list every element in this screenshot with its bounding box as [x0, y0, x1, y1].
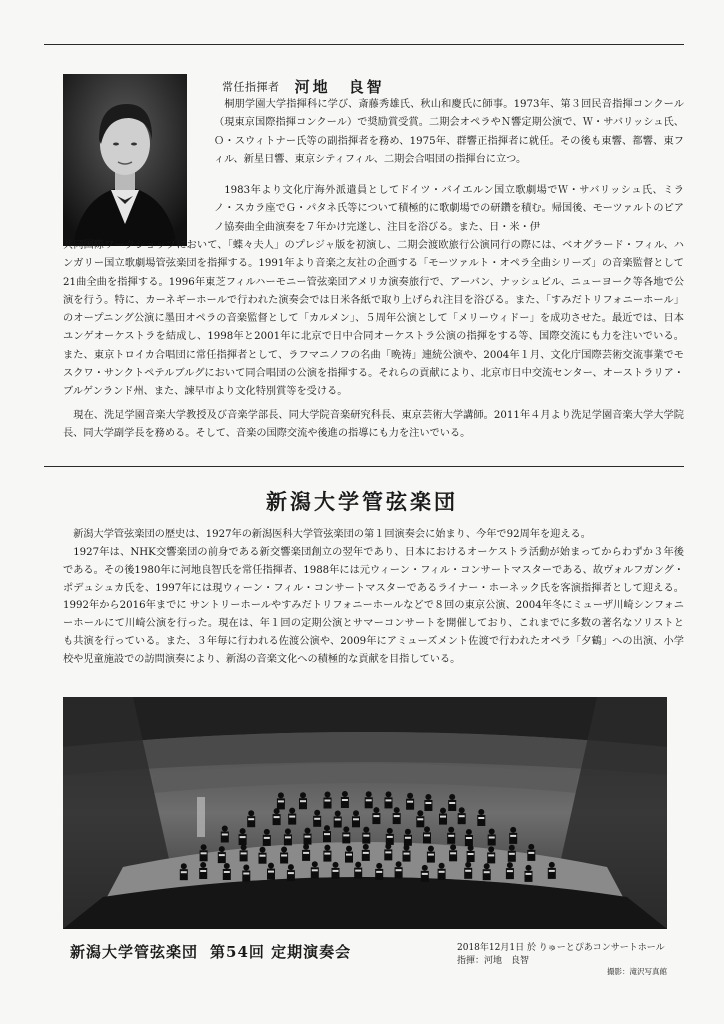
musician-silhouette: [449, 794, 455, 800]
musician-silhouette: [407, 793, 413, 799]
musician-silhouette: [421, 871, 429, 882]
musician-silhouette: [248, 810, 254, 816]
musician-silhouette: [341, 797, 349, 808]
musician-silhouette: [323, 851, 331, 862]
musician-silhouette: [324, 845, 330, 851]
conductor-role: 常任指揮者: [222, 80, 280, 94]
musician-silhouette: [506, 868, 514, 879]
conductor-bio-paragraph: 1983年より文化庁海外派遣員としてドイツ・バイエルン国立歌劇場でＷ・サバリッシュ氏、ミラノ・スカラ座でＧ・パタネ氏等について積極的に歌劇場での研鑽を積む。帰国後、モーツァルトのピアノ協奏曲全曲演奏を７年かけ完遂し、注目を浴びる。また、日・米・伊: [214, 185, 684, 233]
musician-silhouette: [334, 817, 342, 828]
musician-silhouette: [427, 852, 435, 863]
musician-silhouette: [243, 865, 249, 871]
musician-silhouette: [416, 816, 424, 827]
musician-silhouette: [263, 835, 271, 846]
musician-silhouette: [363, 827, 369, 833]
musician-silhouette: [362, 850, 370, 861]
musician-silhouette: [528, 844, 534, 850]
musician-silhouette: [458, 813, 466, 824]
musician-silhouette: [483, 869, 491, 880]
music-stand: [312, 869, 318, 871]
music-stand: [466, 837, 472, 839]
musician-silhouette: [488, 835, 496, 846]
music-stand: [448, 835, 454, 837]
musician-silhouette: [181, 863, 187, 869]
musician-silhouette: [333, 862, 339, 868]
music-stand: [488, 854, 494, 856]
conductor-portrait: [63, 74, 187, 246]
musician-silhouette: [459, 807, 465, 813]
music-stand: [289, 816, 295, 818]
musician-silhouette: [288, 814, 296, 825]
music-stand: [363, 835, 369, 837]
concert-title-orchestra: 新潟大学管弦楽団: [70, 943, 199, 961]
musician-silhouette: [425, 794, 431, 800]
musician-silhouette: [240, 828, 246, 834]
musician-silhouette: [287, 870, 295, 881]
musician-silhouette: [201, 844, 207, 850]
conductor-bio-paragraph: 現在、洗足学園音楽大学教授及び音楽学部長、同大学院音楽研究科長、東京芸術大学講師。2011年４月より洗足学園音楽大学大学院長、同大学副学長を務める。そして、音楽の国際交流や後進の指導にも力を注いでいる。: [63, 410, 684, 440]
musician-silhouette: [324, 798, 332, 809]
musician-silhouette: [403, 851, 411, 862]
musician-silhouette: [313, 816, 321, 827]
music-stand: [303, 852, 309, 854]
musician-silhouette: [302, 850, 310, 861]
concert-date-venue: 2018年12月1日 於 りゅーとぴあコンサートホール: [457, 943, 665, 953]
concert-conductor: 指揮：河地 良智: [457, 956, 530, 966]
music-stand: [219, 854, 225, 856]
music-stand: [288, 872, 294, 874]
music-stand: [224, 871, 230, 873]
musician-silhouette: [510, 827, 516, 833]
musician-silhouette: [355, 862, 361, 868]
musician-silhouette: [277, 798, 285, 809]
music-stand: [510, 835, 516, 837]
musician-silhouette: [509, 833, 517, 844]
musician-silhouette: [303, 844, 309, 850]
musician-silhouette: [527, 850, 535, 861]
music-stand: [222, 834, 228, 836]
musician-silhouette: [278, 792, 284, 798]
musician-silhouette: [323, 831, 331, 842]
musician-silhouette: [353, 810, 359, 816]
music-stand: [240, 836, 246, 838]
music-stand: [386, 799, 392, 801]
musician-silhouette: [259, 853, 267, 864]
music-stand: [333, 870, 339, 872]
music-stand: [243, 873, 249, 875]
musician-silhouette: [260, 847, 266, 853]
conductor-name: 河地 良智: [294, 78, 385, 96]
musician-silhouette: [424, 826, 430, 832]
musician-silhouette: [395, 867, 403, 878]
musician-silhouette: [352, 816, 360, 827]
musician-silhouette: [300, 792, 306, 798]
orchestra-paragraph: 1927年は、NHK交響楽団の前身である新交響楽団創立の翌年であり、日本におけるオーケストラ活動が始まってからわずか３年後である。その後1980年に河地良智氏を常任指揮者、1988年には元ウィーン・フィル・コンサートマスターである、故ヴォルフガング・ポデュシュカ氏を、1997年には現ウィーン・フィル・コンサートマスターであるライナー・ホーネック氏を客演指揮者として迎える。1992年から2016年までに サントリーホールやすみだトリフォニーホールなどで８回の東京公演、2004年冬にミューザ川崎シンフォニーホールにて川崎公演を行った。現在は、年１回の定期公演とサマーコンサートを開催しており、これまでに多数の著名なソリストとも共演を行っている。また、３年毎に行われる佐渡公演や、2009年にアミューズメント佐渡で行われたオペラ「夕鶴」への出演、小学校や児童施設での訪問演奏により、新潟の音楽文化への積極的な貢献を目指している。: [63, 547, 684, 665]
musician-silhouette: [267, 869, 275, 880]
music-stand: [528, 852, 534, 854]
music-stand: [407, 801, 413, 803]
musician-silhouette: [200, 862, 206, 868]
musician-silhouette: [465, 862, 471, 868]
musician-silhouette: [548, 868, 556, 879]
musician-silhouette: [466, 829, 472, 835]
musician-silhouette: [223, 869, 231, 880]
musician-silhouette: [199, 868, 207, 879]
musician-silhouette: [417, 810, 423, 816]
musician-silhouette: [464, 868, 472, 879]
photo-credit: 撮影：滝沢写真館: [607, 967, 667, 976]
music-stand: [342, 799, 348, 801]
music-stand: [449, 802, 455, 804]
musician-silhouette: [342, 832, 350, 843]
music-stand: [396, 869, 402, 871]
musician-silhouette: [312, 861, 318, 867]
musician-silhouette: [242, 871, 250, 882]
music-stand: [373, 815, 379, 817]
musician-silhouette: [200, 850, 208, 861]
musician-silhouette: [239, 834, 247, 845]
music-stand: [366, 799, 372, 801]
music-stand: [264, 837, 270, 839]
musician-silhouette: [324, 825, 330, 831]
musician-silhouette: [423, 832, 431, 843]
conductor-bio-paragraph: 共同国際ワークショップにおいて、「蝶々夫人」のプレジャ版を初演し、二期会渡欧旅行公演同行の際には、ベオグラード・フィル、ハンガリー国立歌劇場管弦楽団を指揮する。1991年より音楽之友社の企画する「モーツァルト・オペラ全曲シリーズ」の音楽監督として21曲全曲を指揮する。1996年東芝フィルハーモニー管弦楽団アメリカ演奏旅行で、アーバン、ナッシュビル、ニューヨーク等各地で公演を行う。特に、カーネギーホールで行われた演奏会では日米各紙で取り上げられ注目を浴びる。また、「すみだトリフォニーホール」のオープニング公演に墨田オペラの音楽監督として「カルメン」、５周年公演として「メリーウィドー」を成功させた。最近では、日本ユンゲオーケストラを結成し、1998年と2001年に北京で日中合同オーケストラ公演の指揮をする等、国際交流にも力を注いでいる。また、東京トロイカ合唱団に常任指揮者として、ラフマニノフの名曲「晩祷」連続公演や、2004年１月、文化庁国際芸術交流事業でモスクワ・サンクトペテルブルグにおいて同合唱団の公演を指揮する。それらの貢献により、北京市日中交流センター、オーストラリア・ブルゲンランド州、また、諫早市より文化特別賞等を受ける。: [63, 240, 684, 398]
musician-silhouette: [221, 832, 229, 843]
music-stand: [343, 834, 349, 836]
musician-silhouette: [240, 850, 248, 861]
musician-silhouette: [219, 846, 225, 852]
music-stand: [405, 837, 411, 839]
music-stand: [507, 870, 513, 872]
musician-silhouette: [447, 833, 455, 844]
music-stand: [363, 852, 369, 854]
musician-silhouette: [375, 869, 383, 880]
musician-silhouette: [509, 845, 515, 851]
musician-silhouette: [387, 828, 393, 834]
musician-silhouette: [428, 846, 434, 852]
musician-silhouette: [448, 800, 456, 811]
musician-silhouette: [422, 865, 428, 871]
musician-silhouette: [325, 792, 331, 798]
musician-silhouette: [386, 834, 394, 845]
music-stand: [324, 853, 330, 855]
musician-silhouette: [345, 852, 353, 863]
musician-silhouette: [285, 828, 291, 834]
musician-silhouette: [264, 829, 270, 835]
music-stand: [478, 817, 484, 819]
musician-silhouette: [405, 829, 411, 835]
musician-silhouette: [284, 834, 292, 845]
section-divider: [44, 466, 684, 467]
musician-silhouette: [224, 863, 230, 869]
musician-silhouette: [525, 871, 533, 882]
musician-silhouette: [508, 851, 516, 862]
musician-silhouette: [373, 807, 379, 813]
concert-title: [70, 941, 351, 962]
musician-silhouette: [449, 850, 457, 861]
music-stand: [489, 837, 495, 839]
music-stand: [376, 871, 382, 873]
musician-silhouette: [218, 852, 226, 863]
musician-silhouette: [484, 863, 490, 869]
music-stand: [278, 800, 284, 802]
musician-silhouette: [362, 833, 370, 844]
musician-silhouette: [335, 811, 341, 817]
music-stand: [274, 816, 280, 818]
orchestra-paragraph: 新潟大学管弦楽団の歴史は、1927年の新潟医科大学管弦楽団の第１回演奏会に始まり、今年で92周年を迎える。: [73, 529, 591, 540]
music-stand: [268, 871, 274, 873]
music-stand: [305, 836, 311, 838]
musician-silhouette: [406, 799, 414, 810]
musician-silhouette: [439, 863, 445, 869]
musician-silhouette: [222, 826, 228, 832]
musician-silhouette: [385, 797, 393, 808]
music-stand: [385, 851, 391, 853]
music-stand: [241, 852, 247, 854]
music-stand: [260, 855, 266, 857]
musician-silhouette: [311, 867, 319, 878]
musician-silhouette: [376, 863, 382, 869]
musician-silhouette: [180, 869, 188, 880]
music-stand: [509, 853, 515, 855]
music-stand: [314, 818, 320, 820]
music-stand: [324, 833, 330, 835]
musician-silhouette: [439, 814, 447, 825]
music-stand: [439, 871, 445, 873]
musician-silhouette: [372, 813, 380, 824]
top-divider: [44, 44, 684, 45]
music-stand: [281, 855, 287, 857]
music-stand: [285, 836, 291, 838]
musician-silhouette: [314, 810, 320, 816]
musician-silhouette: [365, 797, 373, 808]
music-stand: [440, 816, 446, 818]
music-stand: [465, 870, 471, 872]
musician-silhouette: [332, 868, 340, 879]
musician-silhouette: [467, 851, 475, 862]
music-stand: [468, 853, 474, 855]
musician-silhouette: [366, 791, 372, 797]
music-stand: [422, 873, 428, 875]
musician-silhouette: [280, 853, 288, 864]
music-stand: [526, 873, 532, 875]
musician-silhouette: [507, 862, 513, 868]
music-stand: [248, 818, 254, 820]
music-stand: [450, 852, 456, 854]
music-stand: [181, 871, 187, 873]
musician-silhouette: [289, 808, 295, 814]
music-stand: [484, 871, 490, 873]
conductor-heading: [222, 76, 385, 97]
musician-silhouette: [343, 826, 349, 832]
music-stand: [425, 802, 431, 804]
musician-silhouette: [393, 813, 401, 824]
concert-title-edition: 第54回 定期演奏会: [210, 943, 352, 961]
musician-silhouette: [281, 847, 287, 853]
music-stand: [417, 818, 423, 820]
musician-silhouette: [386, 791, 392, 797]
musician-silhouette: [424, 800, 432, 811]
music-stand: [394, 815, 400, 817]
musician-silhouette: [448, 827, 454, 833]
musician-silhouette: [241, 844, 247, 850]
musician-silhouette: [268, 863, 274, 869]
musician-silhouette: [247, 816, 255, 827]
concert-photo: [63, 697, 667, 929]
music-stand: [549, 870, 555, 872]
musician-silhouette: [549, 862, 555, 868]
musician-silhouette: [394, 807, 400, 813]
music-stand: [387, 836, 393, 838]
musician-silhouette: [288, 864, 294, 870]
musician-silhouette: [342, 791, 348, 797]
music-stand: [325, 800, 331, 802]
musician-silhouette: [438, 869, 446, 880]
musician-silhouette: [489, 829, 495, 835]
musician-silhouette: [450, 844, 456, 850]
musician-silhouette: [404, 835, 412, 846]
musician-silhouette: [487, 852, 495, 863]
musician-silhouette: [273, 814, 281, 825]
music-stand: [201, 852, 207, 854]
musician-silhouette: [478, 809, 484, 815]
music-stand: [459, 815, 465, 817]
musician-silhouette: [354, 868, 362, 879]
musician-silhouette: [305, 828, 311, 834]
music-stand: [355, 870, 361, 872]
musician-silhouette: [304, 834, 312, 845]
musician-silhouette: [465, 835, 473, 846]
musician-silhouette: [526, 865, 532, 871]
musician-silhouette: [488, 846, 494, 852]
musician-silhouette: [477, 815, 485, 826]
conductor-bio-paragraph: 桐朋学園大学指揮科に学び、斎藤秀雄氏、秋山和慶氏に師事。1973年、第３回民音指揮コンクール（現東京国際指揮コンクール）で奨励賞受賞。二期会オペラやＮ響定期公演で、Ｗ・サバリッシュ氏、Ｏ・スウィトナー氏等の副指揮者を務め、1975年、群響正指揮者に就任。その後も東響、都響、東フィル、新星日響、東京シティフィル、二期会合唱団の指揮台に立つ。: [214, 99, 684, 165]
orchestra-title: 新潟大学管弦楽団: [266, 489, 458, 514]
musician-silhouette: [440, 808, 446, 814]
music-stand: [404, 853, 410, 855]
musician-silhouette: [396, 861, 402, 867]
musician-silhouette: [384, 849, 392, 860]
music-stand: [335, 819, 341, 821]
music-stand: [428, 854, 434, 856]
music-stand: [346, 854, 352, 856]
musician-silhouette: [299, 798, 307, 809]
musician-silhouette: [346, 846, 352, 852]
musician-silhouette: [363, 844, 369, 850]
music-stand: [424, 834, 430, 836]
music-stand: [353, 818, 359, 820]
music-stand: [200, 870, 206, 872]
music-stand: [300, 800, 306, 802]
